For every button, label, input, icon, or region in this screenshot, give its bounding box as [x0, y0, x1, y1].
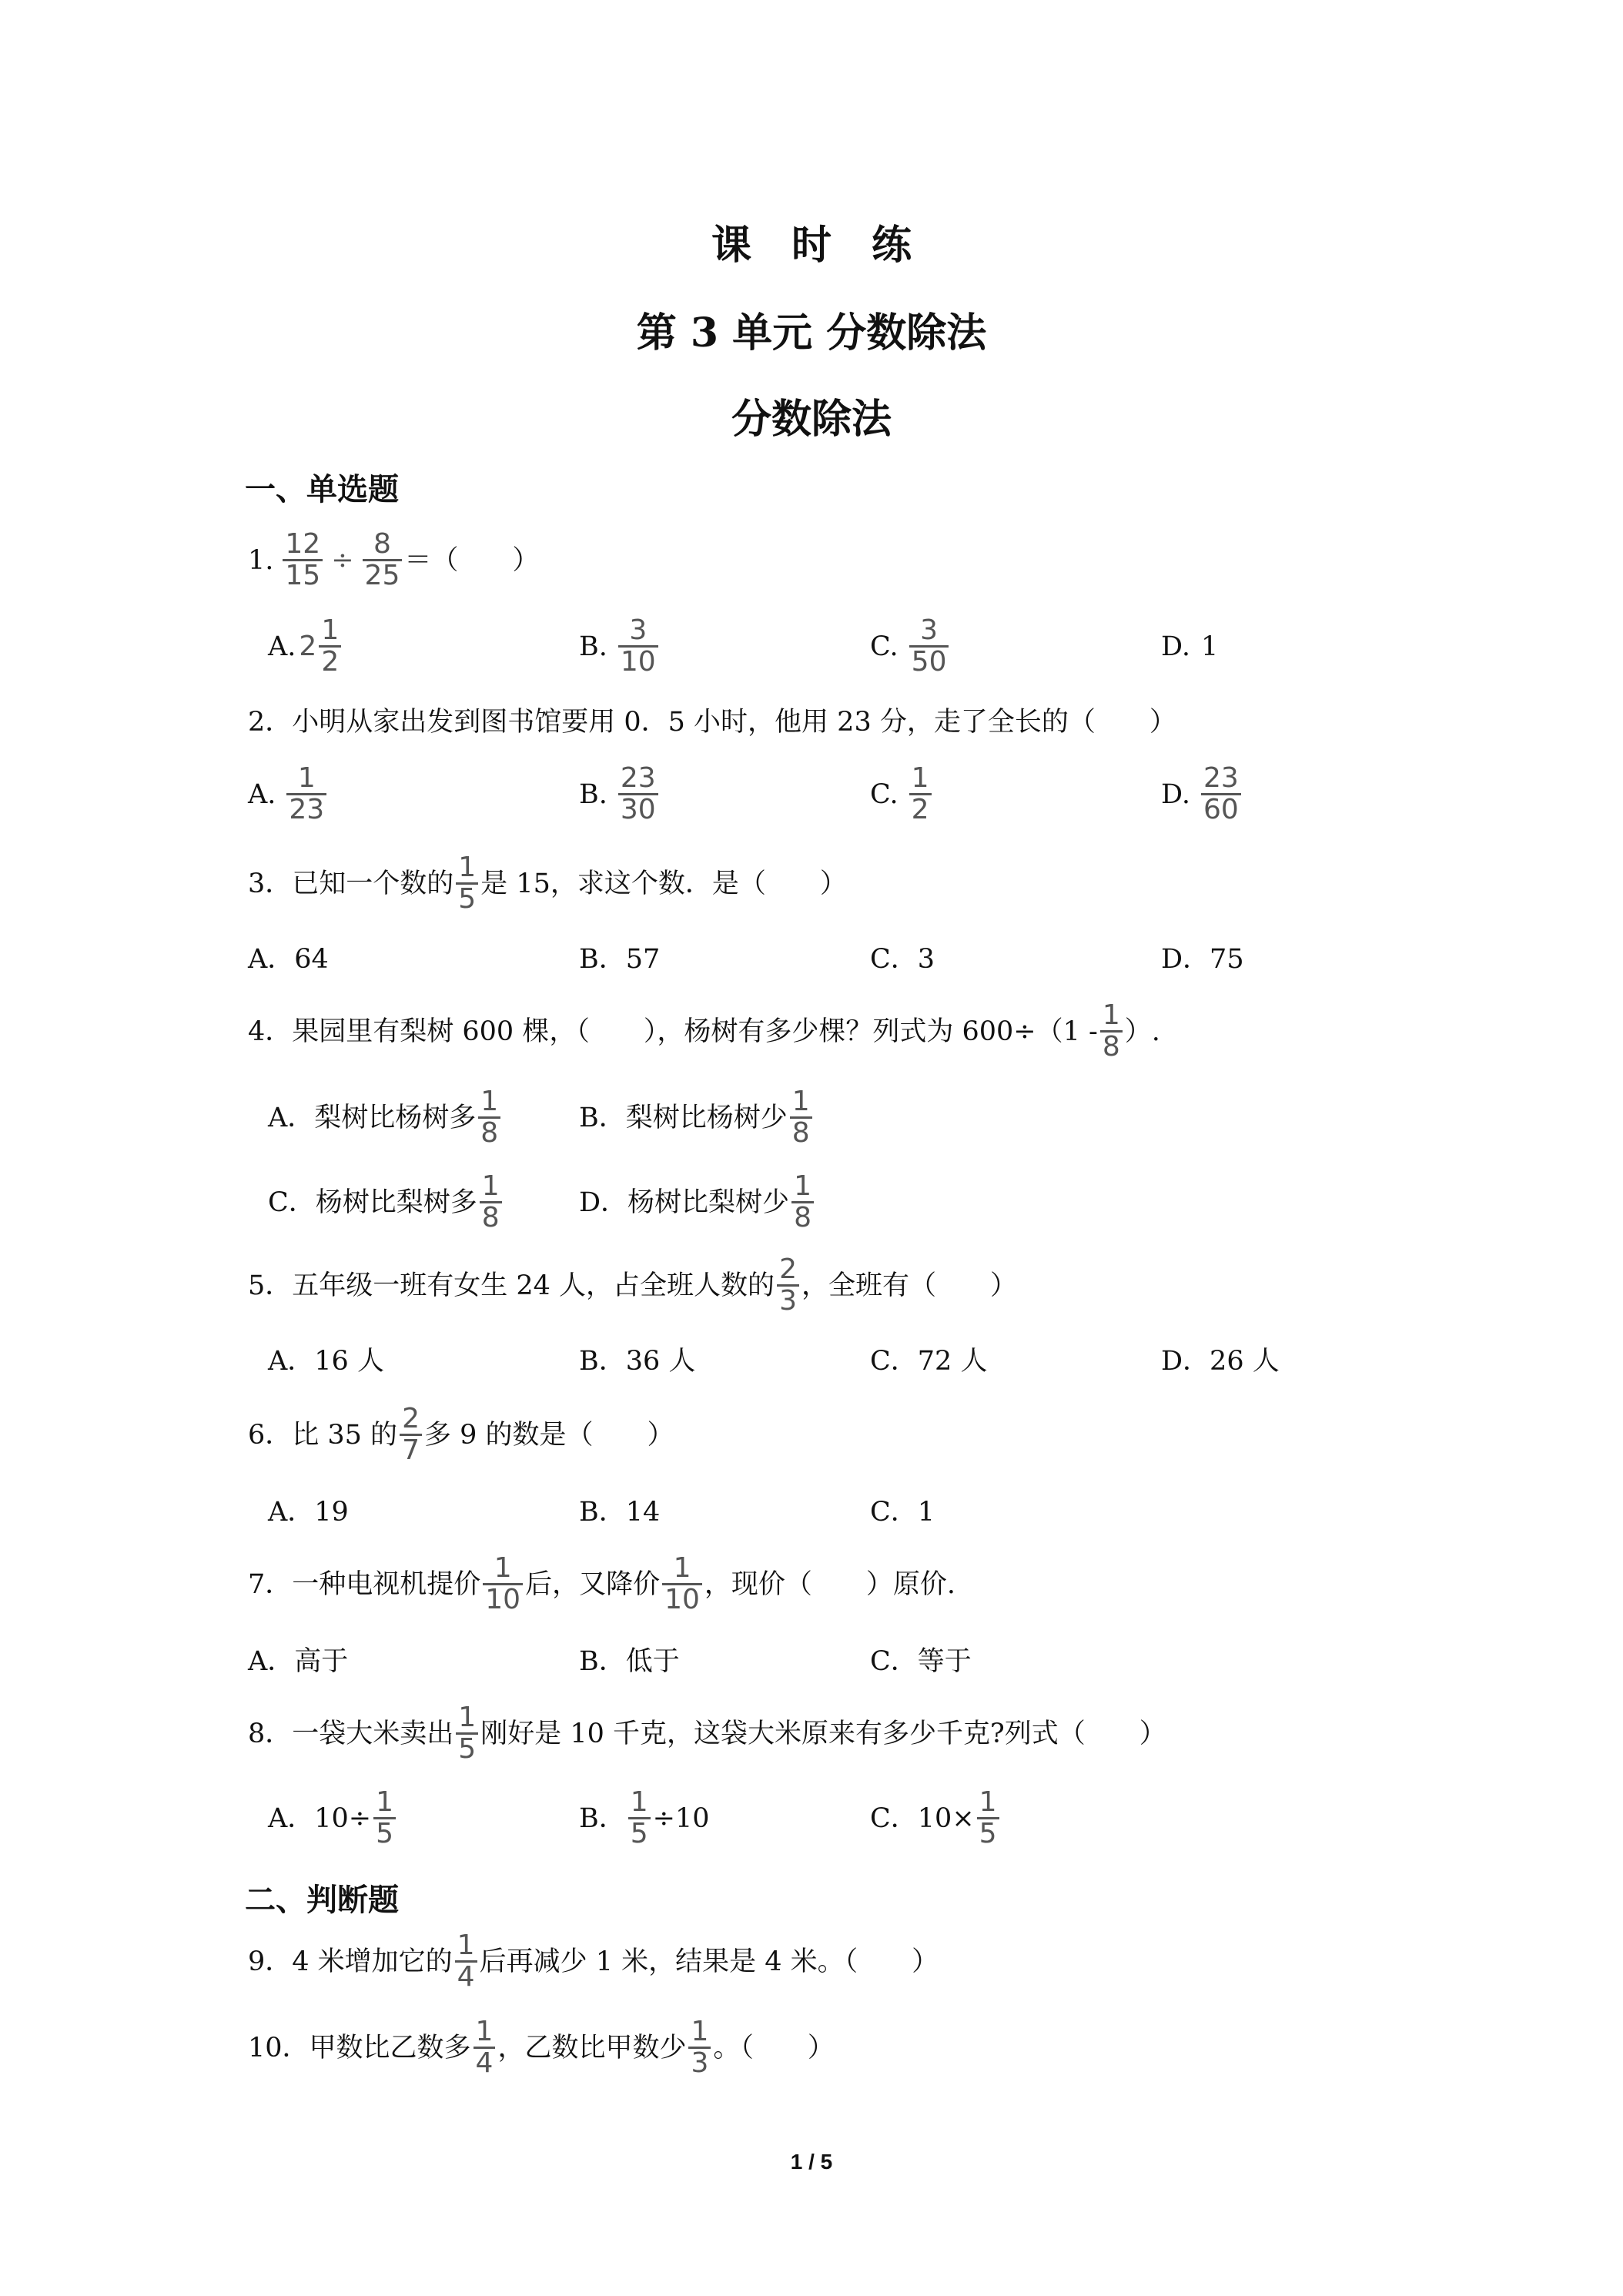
q2-option-c[interactable]: C. $\frac{1}{2}$ [870, 764, 934, 825]
q1-option-b[interactable]: B. $\frac{3}{10}$ [579, 616, 661, 677]
q1-option-d[interactable]: D. 1 [1161, 631, 1219, 662]
question-6: 6．比 35 的 $\frac{2}{7}$ 多 9 的数是（ ） [248, 1403, 674, 1466]
question-3: 3．已知一个数的 $\frac{1}{5}$ 是 15，求这个数．是（ ） [248, 852, 847, 915]
fraction: $\frac{12}{15}$ [283, 530, 323, 591]
q4-option-d[interactable]: D．杨树比梨树少 $\frac{1}{8}$ [579, 1172, 816, 1233]
question-10: 10．甲数比乙数多 $\frac{1}{4}$ ，乙数比甲数少 $\frac{1}{3}$ 。（ ） [248, 2016, 835, 2079]
q1-option-a[interactable]: A. 2 $\frac{1}{2}$ [268, 616, 343, 677]
q3-option-c[interactable]: C．3 [870, 944, 935, 975]
question-1: 1. $\frac{12}{15}$ ÷ $\frac{8}{25}$ ＝（ ） [248, 528, 540, 591]
section-heading-single-choice: 一、单选题 [245, 471, 399, 507]
question-2: 2．小明从家出发到图书馆要用 0．5 小时，他用 23 分，走了全长的（ ） [248, 707, 1176, 738]
q6-option-b[interactable]: B．14 [579, 1497, 661, 1528]
q5-option-b[interactable]: B．36 人 [579, 1346, 696, 1377]
lesson-title: 分数除法 [731, 396, 892, 443]
q6-option-a[interactable]: A．19 [268, 1497, 349, 1528]
q5-option-a[interactable]: A．16 人 [268, 1346, 384, 1377]
question-8: 8．一袋大米卖出 $\frac{1}{5}$ 刚好是 10 千克，这袋大米原来有多少千克?列式（ ） [248, 1702, 1166, 1765]
q1-option-c[interactable]: C. $\frac{3}{50}$ [870, 616, 951, 677]
q2-option-b[interactable]: B. $\frac{23}{30}$ [579, 764, 661, 825]
page-number: 1 / 5 [790, 2150, 833, 2174]
q7-option-b[interactable]: B．低于 [579, 1646, 680, 1677]
q8-option-a[interactable]: A．10÷ $\frac{1}{5}$ [268, 1788, 398, 1849]
q5-option-d[interactable]: D．26 人 [1161, 1346, 1280, 1377]
question-7: 7．一种电视机提价 $\frac{1}{10}$ 后，又降价 $\frac{1}{10}$ ，现价（ ）原价. [248, 1552, 956, 1615]
q8-option-c[interactable]: C．10× $\frac{1}{5}$ [870, 1788, 1002, 1849]
q3-option-a[interactable]: A．64 [248, 944, 329, 975]
q2-option-a[interactable]: A. $\frac{1}{23}$ [248, 764, 329, 825]
q4-option-c[interactable]: C．杨树比梨树多 $\frac{1}{8}$ [268, 1172, 504, 1233]
q3-option-d[interactable]: D．75 [1161, 944, 1244, 975]
q4-option-b[interactable]: B．梨树比杨树少 $\frac{1}{8}$ [579, 1087, 815, 1148]
question-5: 5．五年级一班有女生 24 人，占全班人数的 $\frac{2}{3}$ ，全班有（ ） [248, 1253, 1017, 1317]
fraction: $\frac{8}{25}$ [363, 530, 403, 591]
unit-title: 第 3 单元 分数除法 [636, 310, 987, 356]
q8-option-b[interactable]: B． $\frac{1}{5}$ ÷10 [579, 1786, 710, 1849]
question-9: 9．4 米增加它的 $\frac{1}{4}$ 后再减少 1 米，结果是 4 米。（ ） [248, 1930, 939, 1993]
q2-option-d[interactable]: D. $\frac{23}{60}$ [1161, 764, 1243, 825]
q6-option-c[interactable]: C．1 [870, 1497, 935, 1528]
page-title: 课 时 练 [711, 222, 912, 269]
q5-option-c[interactable]: C．72 人 [870, 1346, 988, 1377]
question-4: 4．果园里有梨树 600 棵，（ ），杨树有多少棵？列式为 600÷（1 - $\frac{1}{8}$ ）. [248, 999, 1160, 1063]
q3-option-b[interactable]: B．57 [579, 944, 661, 975]
section-heading-true-false: 二、判断题 [245, 1882, 399, 1918]
q7-option-a[interactable]: A．高于 [248, 1646, 349, 1677]
q7-option-c[interactable]: C．等于 [870, 1646, 972, 1677]
q4-option-a[interactable]: A．梨树比杨树多 $\frac{1}{8}$ [268, 1087, 503, 1148]
